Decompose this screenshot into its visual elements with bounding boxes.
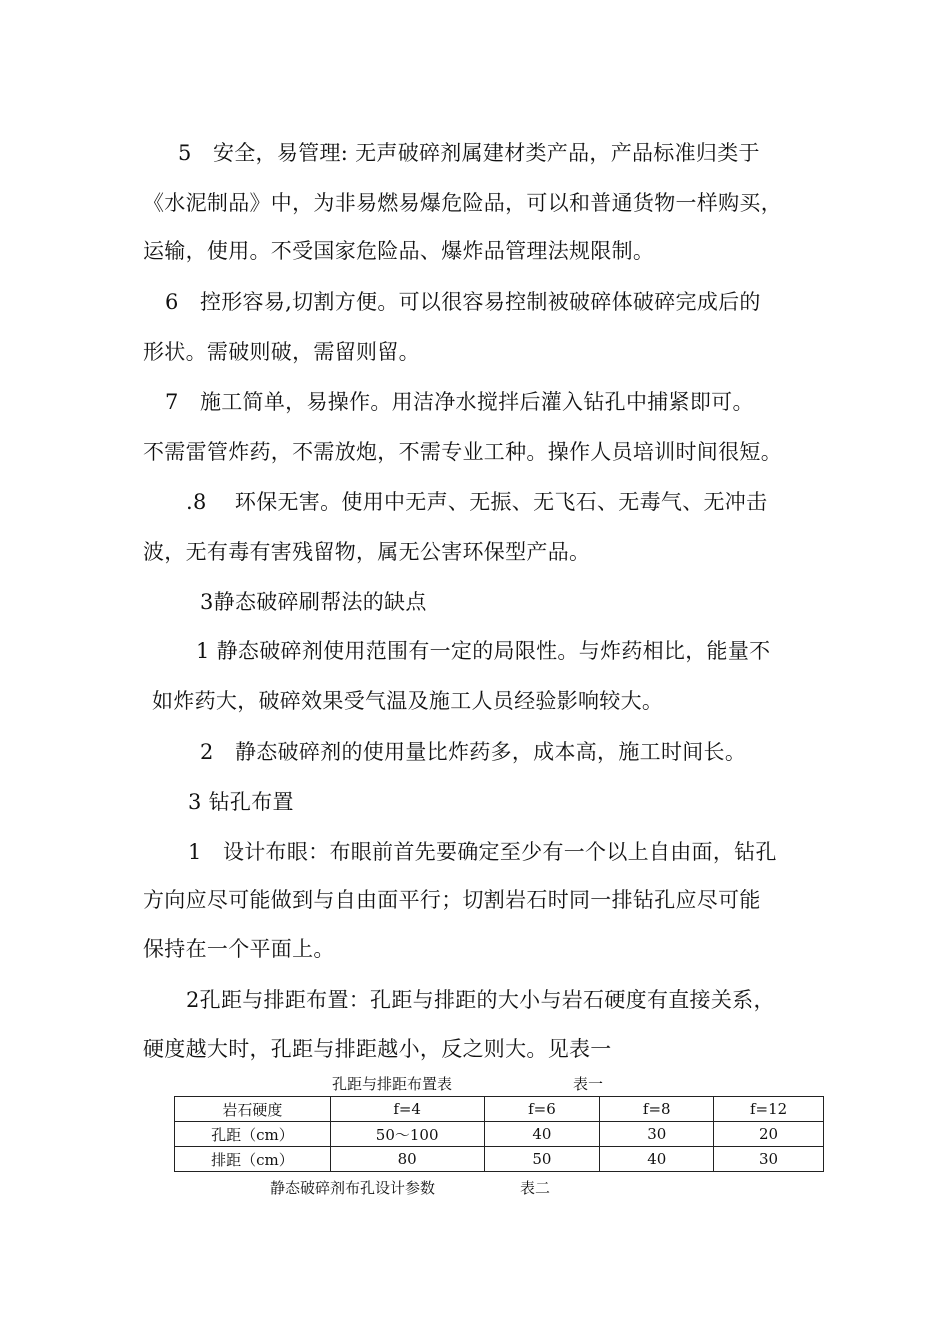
paragraph-8-line-2: 波，无有毒有害残留物，属无公害环保型产品。 <box>143 540 591 564</box>
disadvantage-1-line-1: 1 静态破碎剂使用范围有一定的局限性。与炸药相比，能量不 <box>196 639 771 663</box>
table-cell: 孔距（cm） <box>175 1122 331 1147</box>
paragraph-8-line-1: .8 环保无害。使用中无声、无振、无飞石、无毒气、无冲击 <box>186 490 768 514</box>
table-2-tag: 表二 <box>520 1179 551 1197</box>
table-cell: 80 <box>330 1147 484 1172</box>
drilling-1-line-2: 方向应尽可能做到与自由面平行；切割岩石时同一排钻孔应尽可能 <box>143 888 761 912</box>
paragraph-5-line-2: 《水泥制品》中，为非易燃易爆危险品，可以和普通货物一样购买， <box>143 191 782 215</box>
drilling-2-line-1: 2孔距与排距布置：孔距与排距的大小与岩石硬度有直接关系， <box>186 988 775 1012</box>
table-1-caption: 孔距与排距布置表 <box>332 1075 453 1093</box>
table-header-cell: f=8 <box>600 1097 714 1122</box>
paragraph-7-line-1: 7 施工简单，易操作。用洁净水搅拌后灌入钻孔中捕紧即可。 <box>165 390 754 414</box>
table-cell: 40 <box>484 1122 600 1147</box>
table-row <box>175 1122 824 1147</box>
paragraph-7-line-2: 不需雷管炸药，不需放炮，不需专业工种。操作人员培训时间很短。 <box>143 440 782 464</box>
table-header-row <box>175 1097 824 1122</box>
table-1-tag: 表一 <box>573 1075 604 1093</box>
drilling-1-line-1: 1 设计布眼：布眼前首先要确定至少有一个以上自由面，钻孔 <box>188 840 777 864</box>
section-heading-disadvantages: 3静态破碎刷帮法的缺点 <box>200 590 427 614</box>
table-cell: 40 <box>600 1147 714 1172</box>
table-cell: 50 <box>484 1147 600 1172</box>
drilling-1-line-3: 保持在一个平面上。 <box>143 937 335 961</box>
disadvantage-1-line-2: 如炸药大，破碎效果受气温及施工人员经验影响较大。 <box>152 689 664 713</box>
section-heading-drilling: 3 钻孔布置 <box>188 790 294 814</box>
table-header-cell: f=6 <box>484 1097 600 1122</box>
table-cell: 20 <box>714 1122 824 1147</box>
drilling-2-line-2: 硬度越大时，孔距与排距越小，反之则大。见表一 <box>143 1037 612 1061</box>
table-header-cell: 岩石硬度 <box>175 1097 331 1122</box>
paragraph-5-line-3: 运输，使用。不受国家危险品、爆炸品管理法规限制。 <box>143 239 655 263</box>
table-cell: 排距（cm） <box>175 1147 331 1172</box>
table-cell: 30 <box>714 1147 824 1172</box>
disadvantage-2: 2 静态破碎剂的使用量比炸药多，成本高，施工时间长。 <box>200 740 747 764</box>
table-header-cell: f=4 <box>330 1097 484 1122</box>
paragraph-5-line-1: 5 安全，易管理: 无声破碎剂属建材类产品，产品标准归类于 <box>178 141 760 165</box>
table-header-cell: f=12 <box>714 1097 824 1122</box>
hole-spacing-table <box>174 1096 824 1172</box>
paragraph-6-line-2: 形状。需破则破，需留则留。 <box>143 340 420 364</box>
paragraph-6-line-1: 6 控形容易,切割方便。可以很容易控制被破碎体破碎完成后的 <box>165 290 761 314</box>
table-cell: 30 <box>600 1122 714 1147</box>
table-row <box>175 1147 824 1172</box>
table-cell: 50～100 <box>330 1122 484 1147</box>
table-2-caption: 静态破碎剂布孔设计参数 <box>270 1179 436 1197</box>
